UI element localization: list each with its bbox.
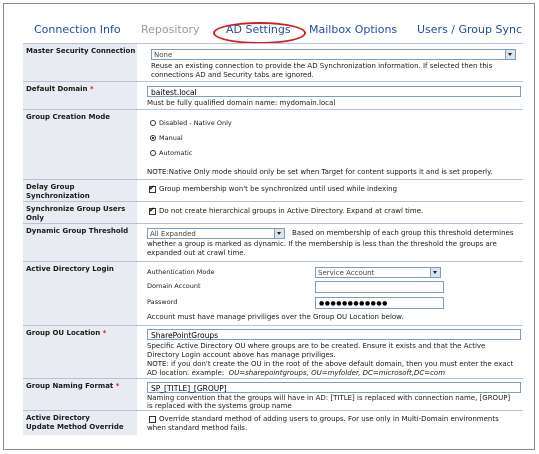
settings-panel: [3, 3, 535, 450]
override-label-line2: Update Method Override: [26, 423, 124, 431]
row-dynamic-threshold: [23, 223, 523, 262]
delay-sync-checkbox[interactable]: [149, 186, 156, 193]
delay-sync-text: Group membership won't be synchronized until used while indexing: [159, 185, 398, 193]
override-text-1: Override standard method of adding users to groups. For use only in Multi-Domain environments: [159, 415, 499, 423]
chevron-down-icon: [505, 50, 515, 59]
sync-users-only-text: Do not create hierarchical groups in Active Directory. Expand at crawl time.: [159, 207, 424, 215]
row-group-ou: [23, 325, 523, 379]
password-input[interactable]: ●●●●●●●●●●●●: [315, 297, 444, 309]
threshold-help-1: Based on membership of each group this threshold determines: [292, 229, 514, 237]
row-default-domain: [23, 81, 523, 110]
auth-mode-label: Authentication Mode: [147, 268, 215, 276]
label-group-creation-mode: Group Creation Mode: [23, 110, 137, 180]
tab-bar: [4, 4, 534, 42]
required-marker: *: [102, 329, 107, 337]
row-ad-login: [23, 261, 523, 326]
group-naming-help-1: Naming convention that the groups will have in AD: [TITLE] is replaced with connection name, [GROUP]: [147, 394, 511, 402]
chevron-down-icon: [430, 268, 440, 277]
group-ou-label-text: Group OU Location: [26, 329, 101, 337]
master-connection-select[interactable]: [151, 49, 516, 60]
sync-only-label-line1: Synchronize Group Users: [26, 205, 126, 213]
group-naming-help-2: is replaced with the systems group name: [147, 402, 292, 410]
group-ou-example: OU=sharepointgroups, OU=myfolder, DC=microsoft,DC=com: [228, 369, 446, 377]
ad-settings-form: [23, 43, 523, 434]
sync-users-only-checkbox[interactable]: [149, 208, 156, 215]
row-master-security: [23, 43, 523, 82]
chevron-down-icon: [274, 229, 284, 238]
group-ou-example-prefix: AD location. example:: [147, 369, 225, 377]
label-delay-group-sync: [23, 180, 137, 202]
auth-mode-value: Service Account: [318, 269, 375, 277]
override-label-line1: Active Directory: [26, 414, 90, 422]
required-marker: *: [89, 85, 94, 93]
default-domain-help: Must be fully qualified domain name: mydomain.local: [147, 99, 336, 107]
threshold-select-value: All Expanded: [150, 230, 196, 238]
delay-label-line1: Delay Group: [26, 183, 75, 191]
group-ou-input[interactable]: SharePointGroups: [147, 329, 521, 340]
radio-disabled-native[interactable]: [150, 120, 156, 126]
tab-connection-info[interactable]: Connection Info: [34, 23, 121, 36]
group-ou-help-1: Specific Active Directory OU where groups are to be created. Ensure it exists and that the Active: [147, 342, 486, 350]
radio-automatic-label: Automatic: [159, 149, 193, 157]
label-default-domain: [23, 82, 137, 110]
row-group-creation-mode: [23, 109, 523, 180]
group-ou-help-4: [147, 369, 445, 378]
label-sync-users-only: [23, 202, 137, 224]
radio-manual-label: Manual: [159, 134, 183, 142]
group-ou-help-3: NOTE: if you don't create the OU in the root of the above default domain, then you must enter the exact: [147, 360, 514, 368]
row-update-override: [23, 410, 523, 435]
row-sync-users-only: [23, 201, 523, 224]
master-help-2: connections AD and Security tabs are ignored.: [151, 71, 314, 79]
password-label: Password: [147, 298, 178, 306]
label-dynamic-threshold: Dynamic Group Threshold: [23, 224, 137, 262]
group-ou-help-2: Directory Login account above has manage priviliges.: [147, 351, 336, 359]
domain-account-label: Domain Account: [147, 282, 201, 290]
radio-disabled-native-label: Disabled - Native Only: [159, 119, 232, 127]
label-group-naming: [23, 379, 137, 411]
tab-users-group-sync[interactable]: Users / Group Sync: [417, 23, 522, 36]
auth-mode-select[interactable]: [315, 267, 441, 278]
required-marker: *: [115, 382, 120, 390]
default-domain-label-text: Default Domain: [26, 85, 88, 93]
threshold-select[interactable]: [147, 228, 285, 239]
master-help-1: Reuse an existing connection to provide the AD Synchronization information. If selected then this: [151, 62, 493, 70]
label-update-override: [23, 411, 137, 435]
override-text-2: when standard method fails.: [147, 424, 248, 432]
label-ad-login: Active Directory Login: [23, 262, 137, 326]
group-naming-label-text: Group Naming Format: [26, 382, 114, 390]
group-naming-input[interactable]: SP_[TITLE]_[GROUP]: [147, 382, 521, 393]
row-delay-group-sync: [23, 179, 523, 202]
radio-automatic[interactable]: [150, 150, 156, 156]
label-group-ou: [23, 326, 137, 379]
sync-only-label-line2: Only: [26, 214, 44, 222]
group-mode-note: NOTE:Native Only mode should only be set when Target for content supports it and is set properly.: [147, 168, 493, 176]
tab-mailbox-options[interactable]: Mailbox Options: [309, 23, 398, 36]
tab-repository[interactable]: Repository: [141, 23, 200, 36]
ad-login-help: Account must have manage priviliges over the Group OU Location below.: [147, 313, 404, 321]
master-connection-value: None: [154, 51, 173, 59]
threshold-help-3: expanded out at crawl time.: [147, 249, 246, 257]
row-group-naming: [23, 378, 523, 411]
tab-ad-settings[interactable]: AD Settings: [226, 23, 291, 36]
radio-manual[interactable]: [150, 135, 156, 141]
highlight-ellipse: [213, 22, 306, 44]
threshold-help-2: whether a group is marked as dynamic. If the membership is less than the threshold the groups are: [147, 240, 497, 248]
override-checkbox[interactable]: [149, 416, 156, 423]
domain-account-input[interactable]: [315, 281, 444, 293]
default-domain-input[interactable]: baitest.local: [147, 86, 521, 97]
delay-label-line2: Synchronization: [26, 192, 90, 200]
label-master-security: Master Security Connection: [23, 44, 137, 82]
